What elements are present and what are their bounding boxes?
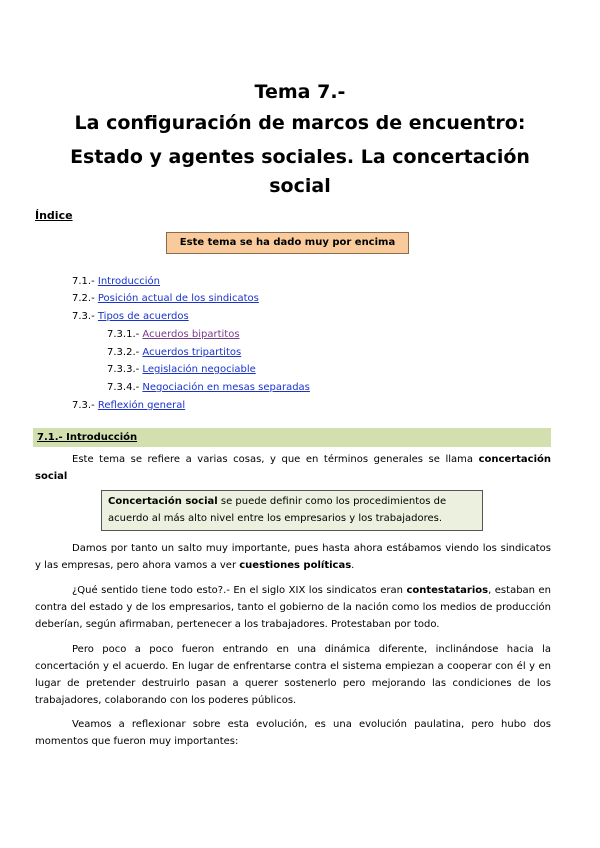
toc-item: [72, 399, 185, 413]
definition-term: Concertación social: [108, 496, 218, 507]
toc-item: [72, 275, 160, 289]
toc-item: [107, 346, 241, 360]
toc-number: 7.3.-: [72, 311, 98, 322]
paragraph-5: Veamos a reflexionar sobre esta evolución, es una evolución paulatina, pero hubo dos momentos que fueron muy importantes:: [35, 719, 551, 747]
toc-number: 7.3.2.-: [107, 347, 143, 358]
paragraph-4: Pero poco a poco fueron entrando en una dinámica diferente, inclinándose hacia la concertación y el acuerdo. En lugar de enfrentarse contra el sistema empiezan a cooperar con él y en lugar de pretender destruirlo pasan a querer sostenerlo pero mejorando las condiciones de los trabajadores, colaborando con los poderes públicos.: [35, 644, 551, 706]
toc-link-reflexion-general[interactable]: Reflexión general: [97, 400, 186, 411]
paragraph-3-end: , estaban en contra del estado y de los empresarios, tanto el gobierno de la nación como los medios de producción deberían, según afirmaban, pertenecer a los trabajadores. Protestaban por todo.: [35, 585, 551, 630]
paragraph-2-text: Damos por tanto un salto muy importante, pues hasta ahora estábamos viendo los sindicatos y las empresas, pero ahora vamos a ver: [35, 543, 551, 571]
toc-link-acuerdos-bipartitos[interactable]: Acuerdos bipartitos: [142, 329, 240, 340]
toc-item: [72, 292, 259, 306]
paragraph-3-text: ¿Qué sentido tiene todo esto?.- En el siglo XIX los sindicatos eran: [72, 585, 407, 596]
intro-bold: concertación social: [35, 454, 551, 482]
document-title-line-4: social: [269, 175, 331, 197]
paragraph-2-end: .: [351, 560, 355, 571]
toc-item: [107, 363, 256, 377]
paragraph-2-bold: cuestiones políticas: [239, 560, 352, 571]
definition-text: se puede definir como los procedimientos de acuerdo al más alto nivel entre los empresarios y los trabajadores.: [108, 496, 447, 524]
toc-number: 7.3.3.-: [107, 364, 143, 375]
intro-text: Este tema se refiere a varias cosas, y que en términos generales se llama: [72, 454, 479, 465]
toc-link-posicion-sindicatos[interactable]: Posición actual de los sindicatos: [97, 293, 259, 304]
toc-item: [107, 328, 240, 342]
note-box: Este tema se ha dado muy por encima: [166, 232, 409, 254]
paragraph-3-bold: contestatarios: [406, 585, 489, 596]
toc-link-acuerdos-tripartitos[interactable]: Acuerdos tripartitos: [142, 347, 242, 358]
toc-number: 7.3.1.-: [107, 329, 143, 340]
toc-number: 7.3.-: [72, 400, 98, 411]
toc-link-tipos-acuerdos[interactable]: Tipos de acuerdos: [97, 311, 189, 322]
toc-number: 7.2.-: [72, 293, 98, 304]
definition-box: [101, 490, 483, 531]
toc-link-negociacion-mesas[interactable]: Negociación en mesas separadas: [142, 382, 310, 393]
document-title-line-1: Tema 7.-: [254, 81, 346, 103]
paragraph-3: [35, 582, 551, 633]
index-heading: Índice: [35, 209, 73, 222]
document-title-line-3: Estado y agentes sociales. La concertación: [70, 146, 530, 168]
toc-item: [72, 310, 189, 324]
toc-number: 7.3.4.-: [107, 382, 143, 393]
toc-number: 7.1.-: [72, 276, 98, 287]
document-title-line-2: La configuración de marcos de encuentro:: [74, 112, 526, 134]
intro-paragraph: [35, 451, 551, 485]
section-heading-text: 7.1.- Introducción: [37, 432, 138, 443]
toc-item: [107, 381, 310, 395]
toc-link-introduccion[interactable]: Introducción: [97, 276, 161, 287]
section-heading: [33, 428, 551, 447]
paragraph-2: [35, 540, 551, 574]
toc-link-legislacion-negociable[interactable]: Legislación negociable: [142, 364, 256, 375]
